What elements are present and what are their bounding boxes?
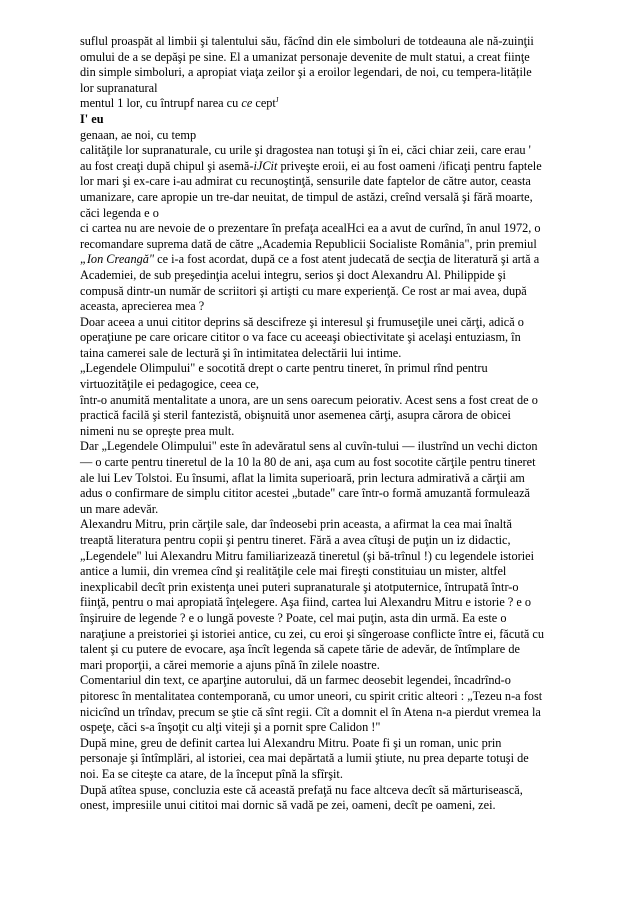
- text-segment: operaţiune pe care oricare cititor o va face cu aceeaşi obiectivitate şi acelaşi entuziasm, în: [80, 330, 521, 345]
- text-segment: Dar „Legendele Olimpului" este în adevăratul sens al cuvîn-tului — ilustrînd un vechi dicton: [80, 439, 538, 454]
- text-line: [80, 611, 560, 627]
- text-segment: J: [275, 96, 279, 105]
- text-segment: recomandare suprema dată de către „Academia Republicii Socialiste România", prin premiul: [80, 236, 537, 251]
- text-segment: adus o confirmare de simplu cititor acestei „butade" care într-o formă amuzantă formulează: [80, 486, 530, 501]
- text-line: [80, 81, 560, 97]
- text-line: [80, 798, 560, 814]
- text-line: [80, 595, 560, 611]
- text-line: [80, 361, 560, 377]
- text-segment: Academiei, de sub preşedinţia acelui integru, serios şi doct Alexandru Al. Philippide şi: [80, 267, 506, 282]
- text-line: [80, 783, 560, 799]
- text-segment: fiinţă, pentru o mai apropiată înţelegere. Aşa fiind, cartea lui Alexandru Mitru e istorie ? e o: [80, 595, 532, 610]
- text-line: [80, 330, 560, 346]
- text-segment: lor mari şi ex-care i-au admirat cu recunoştinţă, sensurile date faptelor de către autor, ceasta: [80, 174, 531, 189]
- text-segment: treaptă literatura pentru copii şi pentru tineret. Fără a avea cîtuşi de puţin un iz didactic,: [80, 533, 511, 547]
- text-line: [80, 206, 560, 222]
- text-line: [80, 174, 560, 190]
- text-segment: inexplicabil decît prin existenţa unei puteri supranaturale şi atotputernice, întrupată într-o: [80, 579, 519, 594]
- text-segment: cept: [252, 96, 276, 111]
- text-line: [80, 767, 560, 783]
- text-line: [80, 299, 560, 315]
- text-line: [80, 533, 560, 549]
- text-line: [80, 627, 560, 643]
- text-line: [80, 471, 560, 487]
- text-segment: pitoresc în mentalitatea contemporană, cu umor uneori, cu spirit critic alteori : „Tezeu n-a fost: [80, 688, 543, 703]
- text-line: [80, 705, 560, 721]
- text-segment: mari proporţii, a cărei memorie a ajuns pînă în zilele noastre.: [80, 657, 380, 672]
- text-line: [80, 673, 560, 689]
- text-segment: mentul 1 lor, cu întrupf narea cu: [80, 96, 242, 111]
- text-line: [80, 96, 560, 112]
- text-segment: Doar aceea a unui cititor deprins să descifreze şi interesul şi frumuseţile unei cărţi, adică o: [80, 314, 524, 329]
- text-segment: din simple simboluri, a apropiat viaţa zeilor şi a eroilor legendari, de noi, cu tempera-litățile: [80, 65, 532, 80]
- text-segment: ospeţe, căci s-a înşoţit cu alţi viteji şi a pornit spre Calidon !": [80, 720, 381, 735]
- text-line: [80, 190, 560, 206]
- text-line: [80, 268, 560, 284]
- text-segment: suflul proaspăt al limbii şi talentului său, făcînd din ele simboluri de totdeauna ale nă-zuinţii: [80, 34, 534, 48]
- text-segment: ale lui Lev Tolstoi. Eu însumi, aflat la limita superioară, prin lectura admirativă a cărţii am: [80, 470, 525, 485]
- text-line: [80, 751, 560, 767]
- text-line: [80, 315, 560, 331]
- text-segment: căci legenda e o: [80, 205, 159, 220]
- text-line: [80, 720, 560, 736]
- text-segment: omului de a se depăşi pe sine. El a umanizat personaje devenite de mult statui, a creat fiinţe: [80, 49, 530, 64]
- text-segment: iJCit: [253, 158, 278, 173]
- text-segment: Alexandru Mitru, prin cărţile sale, dar îndeosebi prin aceasta, a afirmat la cea mai înaltă: [80, 517, 512, 532]
- text-segment: nimeni nu se opreşte prea mult.: [80, 423, 235, 438]
- text-segment: practică facilă şi steril fantezistă, obişnuită unor asemenea cărţi, asupra cărora de obicei: [80, 408, 511, 423]
- text-line: [80, 486, 560, 502]
- text-line: [80, 455, 560, 471]
- text-segment: aceasta, aprecierea mea ?: [80, 299, 205, 314]
- text-line: [80, 408, 560, 424]
- text-segment: talent şi cu putere de evocare, aşa încît legenda să capete tărie de adevăr, de întîmplare de: [80, 642, 520, 657]
- text-line: [80, 517, 560, 533]
- text-segment: taina camerei sale de lectură şi în intimitatea delectării lui intime.: [80, 345, 402, 360]
- text-line: [80, 159, 560, 175]
- text-line: [80, 128, 560, 144]
- text-line: [80, 689, 560, 705]
- text-segment: personaje şi întîmplări, al istoriei, cea mai depărtată a lumii ştiute, nu prea departe totuşi de: [80, 751, 529, 766]
- text-segment: un mare adevăr.: [80, 501, 159, 516]
- text-segment: calităţile lor supranaturale, cu urile şi dragostea nan totuşi şi în ei, căci chiar zeii, care erau ': [80, 143, 531, 158]
- text-segment: După mine, greu de definit cartea lui Alexandru Mitru. Poate fi şi un roman, unic prin: [80, 735, 502, 750]
- text-segment: compusă dintr-un număr de scriitori şi artişti cu mare experienţă. Ce rost ar mai avea, după: [80, 283, 527, 298]
- text-line: [80, 221, 560, 237]
- text-segment: I' eu: [80, 111, 104, 126]
- text-line: [80, 377, 560, 393]
- text-segment: antice a lumii, din vremea cînd şi realităţile cele mai fireşti constituiau un mister, altfel: [80, 564, 507, 579]
- text-segment: După atîtea spuse, concluzia este că această prefaţă nu face altceva decît să mărturisească,: [80, 782, 523, 797]
- text-segment: înşiruire de legende ? e o lungă poveste ? Poate, cel mai puţin, asta din urmă. Ea este o: [80, 610, 507, 625]
- text-segment: noi. Ea se citeşte ca atare, de la început pînă la sfîrşit.: [80, 766, 343, 781]
- text-line: [80, 549, 560, 565]
- text-segment: „Ion Creangă": [80, 252, 155, 267]
- text-line: [80, 393, 560, 409]
- text-segment: nicicînd un trîndav, precum se ştie că sînt regii. Cît a domnit el în Atena n-a pierdut vremea la: [80, 704, 541, 719]
- text-line: [80, 34, 560, 50]
- text-segment: priveşte eroii, ei au fost oameni /ificaţi pentru faptele: [277, 158, 542, 173]
- text-line: [80, 424, 560, 440]
- text-segment: naraţiune a preistoriei şi istoriei antice, cu zei, cu eroi şi sîngeroase conflicte între ei, făcută cu: [80, 626, 545, 641]
- text-line: [80, 112, 560, 128]
- text-segment: umanizare, care apropie un tre-dar neuitat, de timpul de astăzi, creînd versală şi fără moarte,: [80, 189, 533, 204]
- text-line: [80, 580, 560, 596]
- text-segment: ce i-a fost acordat, după ce a fost atent judecată de secţia de literatură şi artă a: [154, 252, 540, 267]
- text-segment: — o carte pentru tineretul de la 10 la 80 de ani, aşa cum au fost socotite cărţile pentru tineret: [80, 455, 536, 470]
- text-segment: ce: [241, 96, 253, 111]
- text-segment: lor supranatural: [80, 80, 158, 95]
- text-segment: „Legendele Olimpului" e socotită drept o carte pentru tineret, în primul rînd pentru: [80, 361, 488, 376]
- text-line: [80, 736, 560, 752]
- text-line: [80, 237, 560, 253]
- text-segment: genaan, ae noi, cu temp: [80, 127, 197, 142]
- text-line: [80, 143, 560, 159]
- text-segment: ci cartea nu are nevoie de o prezentare în prefaţa acealHci ea a avut de curînd, în anul 1972, o: [80, 221, 541, 236]
- text-line: [80, 65, 560, 81]
- text-line: [80, 346, 560, 362]
- text-segment: într-o anumită mentalitate a unora, are un sens oarecum peiorativ. Acest sens a fost creat de o: [80, 392, 538, 407]
- text-line: [80, 502, 560, 518]
- text-line: [80, 658, 560, 674]
- text-line: [80, 284, 560, 300]
- text-line: [80, 439, 560, 455]
- text-segment: au fost creaţi după chipul şi asemă-: [80, 158, 254, 173]
- text-line: [80, 252, 560, 268]
- text-segment: „Legendele" lui Alexandru Mitru familiarizează tineretul (şi bă-trînul !) cu legendele istoriei: [80, 548, 535, 563]
- text-line: [80, 564, 560, 580]
- document-page: [80, 34, 560, 814]
- text-segment: Comentariul din text, ce aparţine autorului, dă un farmec deosebit legendei, încadrînd-o: [80, 673, 511, 688]
- text-line: [80, 50, 560, 66]
- text-segment: onest, impresiile unui cititoi mai dornic să vadă pe zei, oameni, decît pe oameni, zei.: [80, 798, 496, 813]
- text-segment: virtuozităţile ei pedagogice, ceea ce,: [80, 377, 259, 392]
- text-line: [80, 642, 560, 658]
